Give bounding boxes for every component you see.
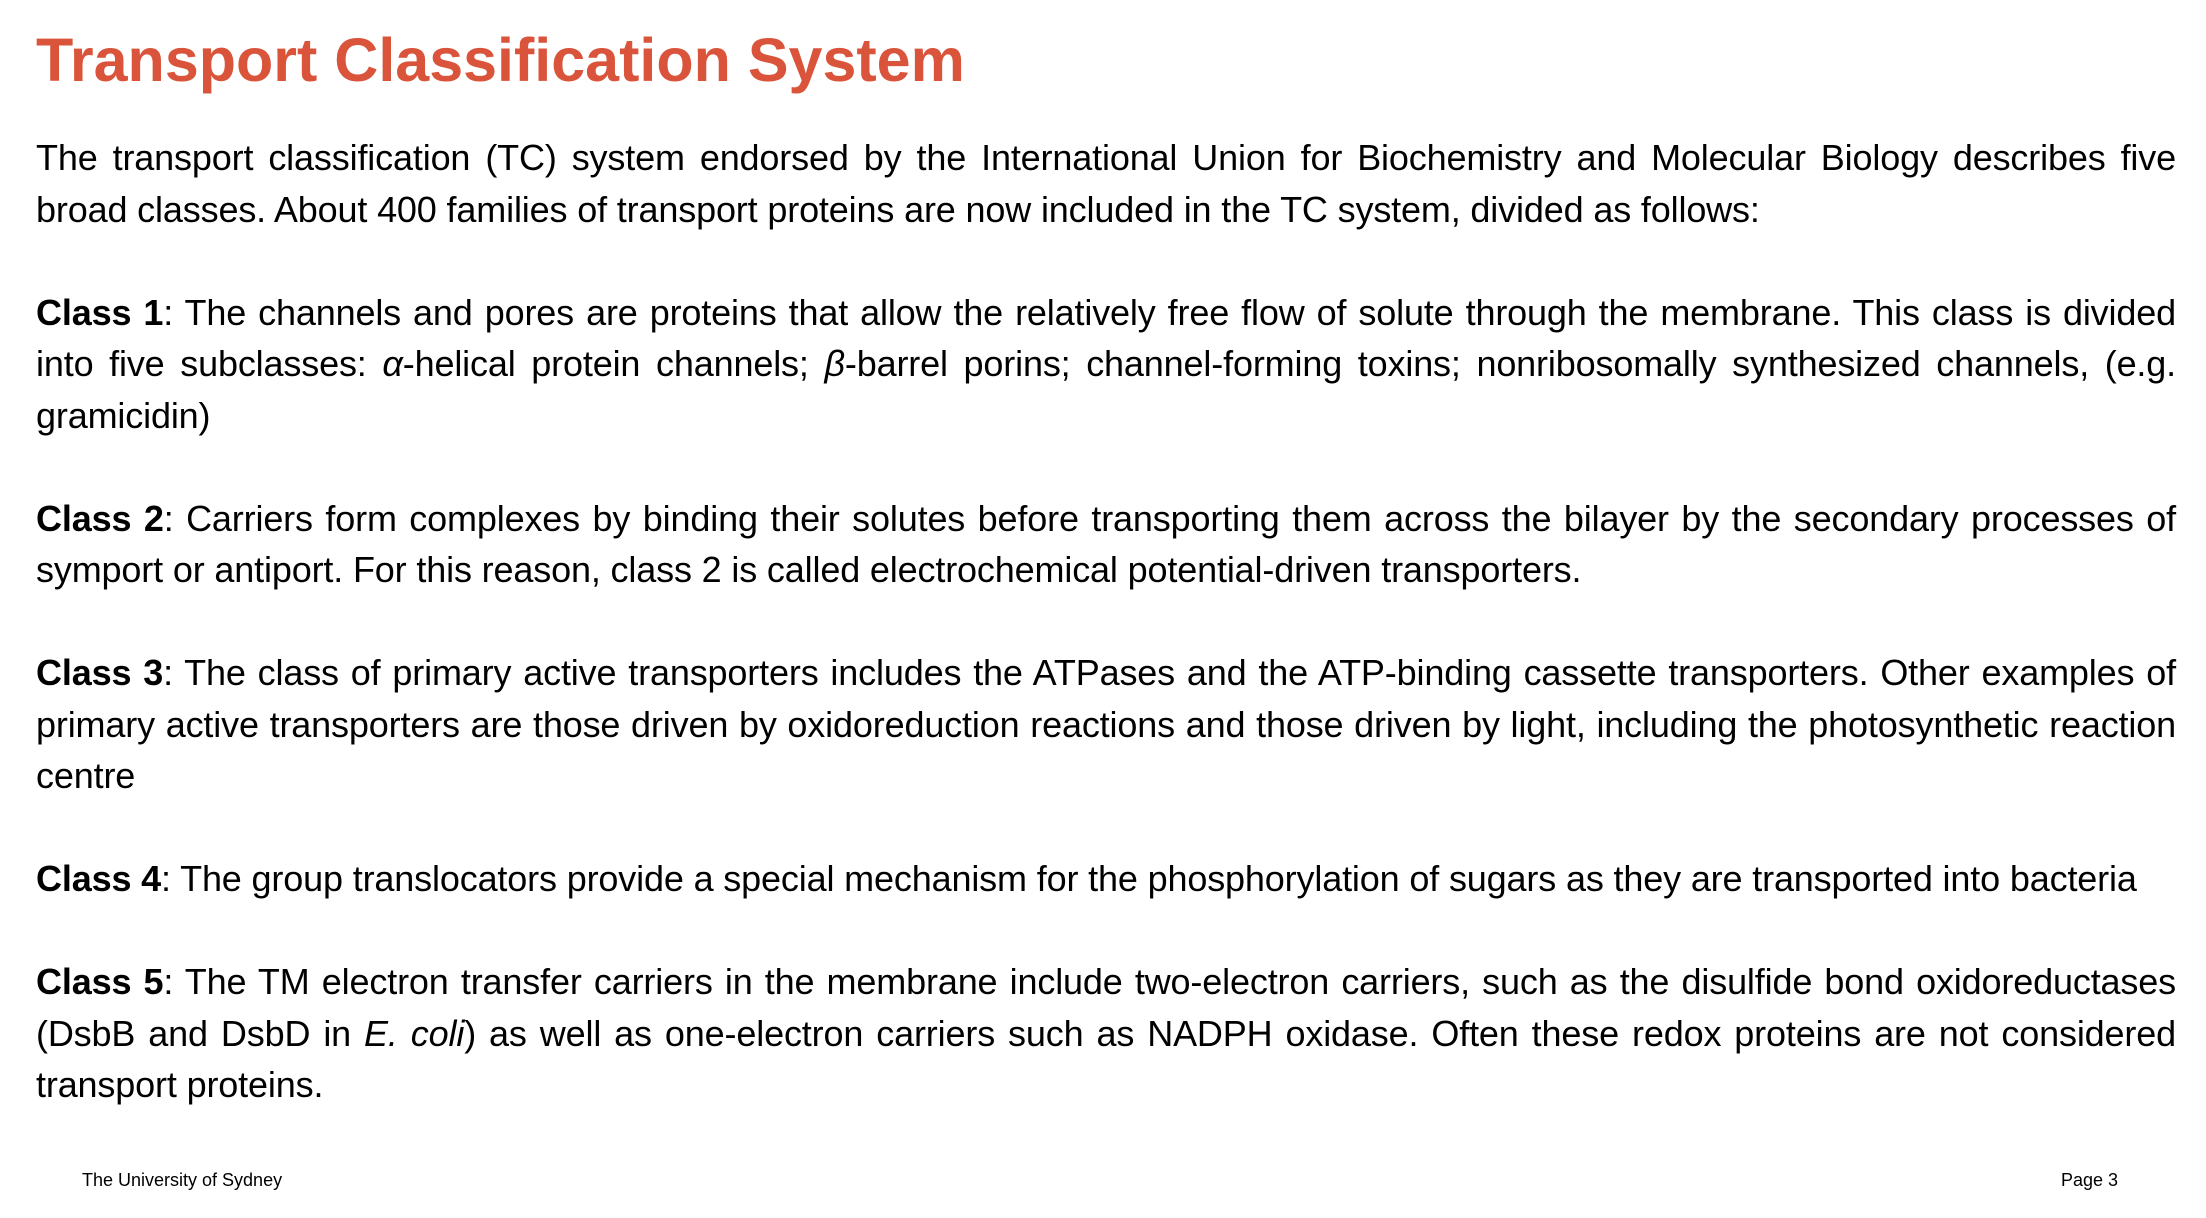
class-1-text-c: -barrel porins; channel-forming toxins; nonribosomally synthesized channels, (e.g. gramicidin) — [36, 343, 2177, 436]
class-5-label: Class 5 — [36, 961, 164, 1002]
class-2-paragraph — [36, 493, 2176, 596]
class-1-text-a: : The channels and pores are proteins that allow the relatively free flow of solute through the membrane. This class is divided into five subclasses: — [36, 291, 2176, 384]
class-1-text-b: -helical protein channels; — [402, 343, 825, 384]
class-1-paragraph — [36, 287, 2176, 442]
page-title: Transport Classification System — [36, 26, 965, 94]
footer-institution: The University of Sydney — [82, 1170, 283, 1190]
species-name: E. coli — [364, 1012, 465, 1054]
class-2-text: : Carriers form complexes by binding their solutes before transporting them across the bilayer by the secondary processes of symport or antiport. For this reason, class 2 is called electrochemical potential-driven transporters. — [36, 497, 2176, 590]
beta-symbol: β — [824, 343, 845, 384]
class-1-label: Class 1 — [36, 291, 164, 333]
class-2-label: Class 2 — [36, 497, 164, 539]
class-4-paragraph — [36, 853, 2176, 905]
alpha-symbol: α — [382, 343, 403, 384]
footer-page-number: Page 3 — [2060, 1170, 2118, 1190]
class-5-text-a: : The TM electron transfer carriers in the membrane include two-electron carriers, such as the disulfide bond oxidoreductases (DsbB and DsbD in — [36, 961, 2177, 1054]
class-4-label: Class 4 — [36, 858, 162, 899]
body-text — [36, 132, 2176, 1162]
class-3-text: : The class of primary active transporters includes the ATPases and the ATP-binding cassette transporters. Other examples of primary active transporters are those driven by oxidoreduction reactions and those driven by light, including the photosynthetic reaction centre — [36, 652, 2176, 796]
intro-paragraph: The transport classification (TC) system endorsed by the International Union for Biochemistry and Molecular Biology describes five broad classes. About 400 families of transport proteins are now included in the TC system, divided as follows: — [36, 137, 2176, 230]
class-4-text: : The group translocators provide a special mechanism for the phosphorylation of sugars as they are transported into bacteria — [161, 858, 2137, 899]
class-5-paragraph — [36, 956, 2176, 1111]
class-5-text-b: ) as well as one-electron carriers such as NADPH oxidase. Often these redox proteins are not considered transport proteins. — [36, 1012, 2176, 1105]
class-3-label: Class 3 — [36, 652, 164, 693]
class-3-paragraph — [36, 647, 2176, 802]
